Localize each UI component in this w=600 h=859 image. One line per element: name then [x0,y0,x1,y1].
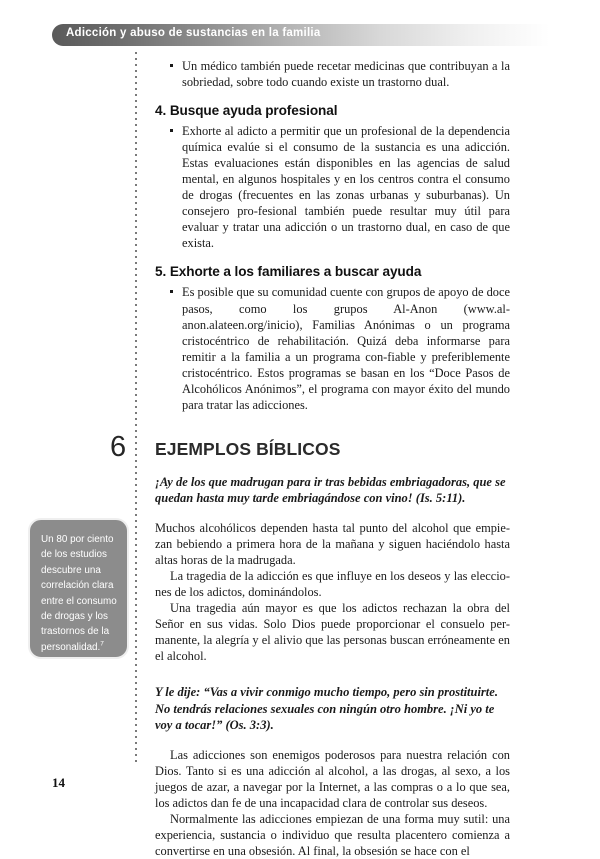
scripture-quote-isaiah: ¡Ay de los que madrugan para ir tras bebidas embriagadoras, que se quedan hasta muy tarde embriagándose con vino! (Is. 5:11). [155,474,506,505]
section-title: EJEMPLOS BÍBLICOS [155,438,341,459]
spacer [155,506,510,520]
sidebar-callout-text: Un 80 por ciento de los estudios descubre una correlación clara entre el consumo de drogas y los trastornos de la personalidad. [41,534,117,653]
spacer [155,664,510,675]
list-item [169,284,510,412]
list-item [169,123,510,251]
sidebar-callout [28,518,129,659]
paragraph-3: Una tragedia aún mayor es que los adictos rechazan la obra del Señor en sus vidas. Solo Dios puede proporcionar el consuelo per-manente, la alegría y el alivio que las personas buscan erróneamente en el alcohol. [155,601,510,664]
footnote-marker: 7 [100,640,104,648]
page-number: 14 [52,775,65,790]
running-header-title: Adicción y abuso de sustancias en la familia [66,27,321,39]
paragraph-4: Las adicciones son enemigos poderosos para nuestra relación con Dios. Tanto si es una adicción al alcohol, a las drogas, al sexo, a los juegos de azar, a navegar por la Internet, a las compras o a lo que sea, los adictos dan fe de una incapacidad clara de controlar sus deseos. [155,747,510,810]
heading-step-5: 5. Exhorte a los familiares a buscar ayuda [155,264,422,280]
list-item-text: Un médico también puede recetar medicinas que contribuyan a la sobriedad, sobre todo cuando existe un trastorno dual. [182,59,510,90]
paragraph-2: La tragedia de la adicción es que influye en los deseos y las eleccio-nes de los adictos, dominándolos. [155,569,510,600]
heading-step-4: 4. Busque ayuda profesional [155,103,338,119]
spacer [155,733,510,747]
bullet-list-top [155,58,510,90]
text-column [110,58,510,859]
bullet-list-step-5 [155,284,510,412]
paragraph-5: Normalmente las adicciones empiezan de una forma muy sutil: una experiencia, sustancia o individuo que resulta placentero comienza a convertirse en una obsesión. Al final, la obsesión se hace con el [155,811,510,859]
bullet-marker-icon [170,290,173,293]
section-number: 6 [110,430,127,463]
bullet-marker-icon [170,64,173,67]
paragraph-1: Muchos alcohólicos dependen hasta tal punto del alcohol que empie-zan bebiendo a primera hora de la mañana y siguen haciéndolo hasta altas horas de la madrugada. [155,521,510,568]
bullet-list-step-4 [155,123,510,251]
section-heading-group [110,430,510,465]
bullet-marker-icon [170,129,173,132]
scripture-quote-hosea: Y le dije: “Vas a vivir conmigo mucho tiempo, pero sin prostituirte. No tendrás relaciones sexuales con ningún otro hombre. ¡Ni yo te voy a tocar!” (Os. 3:3). [155,685,498,732]
list-item-text: Es posible que su comunidad cuente con grupos de apoyo de doce pasos, como los grupos Al-Anon (www.al-anon.alateen.org/inicio), Familias Anónimas o un programa cristocéntrico de rehabilitación. Quizá deba informarse para remitir a la familia a un programa con-fiable y preferiblemente cristocéntrico. Estos programas se basan en los “Doce Pasos de Alcohólicos Anónimos”, el programa con mayor éxito del mundo para tratar las adicciones. [182,285,510,412]
margin-dotted-rule [135,52,137,766]
list-item-text: Exhorte al adicto a permitir que un profesional de la dependencia química evalúe si el consumo de la sustancia es una adicción. Estas evaluaciones están disponibles en las agencias de salud mental, en algunos hospitales y en los centros contra el consumo de drogas (frecuentes en las zonas urbanas y suburbanas). Un consejero pro-fesional también puede resultar muy útil para evaluar y tratar una adicción o un trastorno dual, en caso de que exista. [182,124,510,251]
list-item [169,58,510,90]
